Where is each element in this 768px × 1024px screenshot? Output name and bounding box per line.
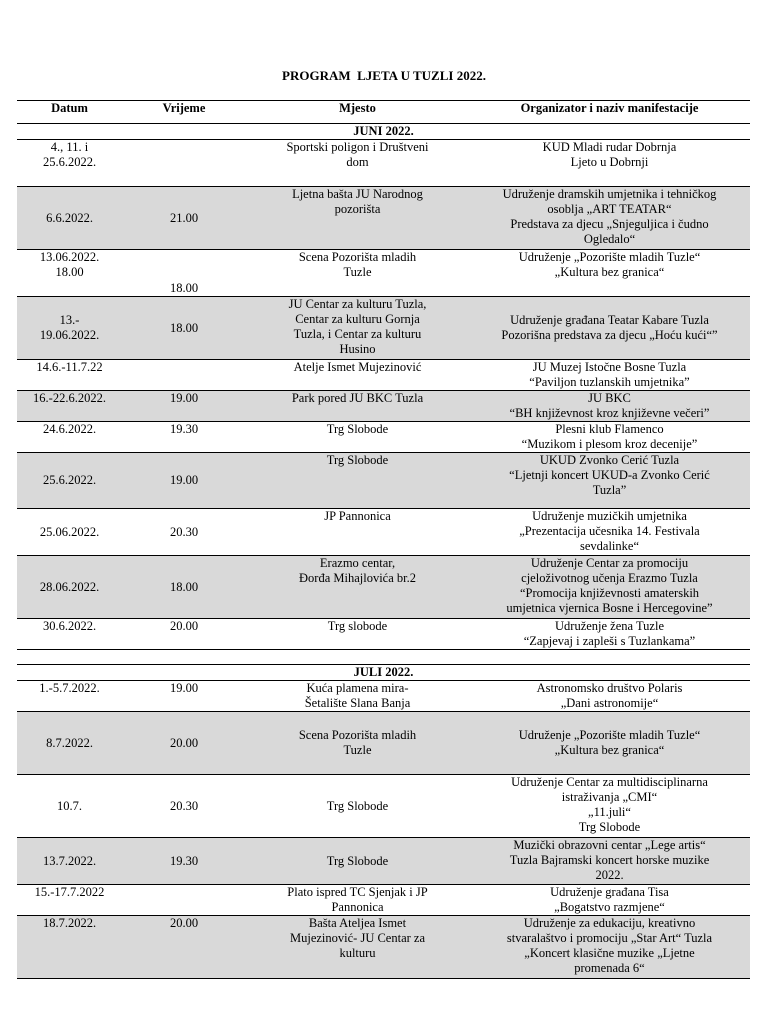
cell-vrijeme [122,619,246,650]
cell-organizator [469,187,750,250]
cell-line: 19.00 [169,473,199,487]
cell-line: 13.- [59,313,80,327]
cell-organizator [469,250,750,297]
cell-line: 19.00 [169,681,199,695]
cell-mjesto [246,453,469,509]
document-title: PROGRAM LJETA U TUZLI 2022. [282,68,486,83]
table-row [17,712,750,775]
cell-datum [17,916,122,979]
cell-line: “Promocija književnosti amaterskih [519,586,700,600]
cell-line: „Dani astronomije“ [560,696,659,710]
cell-line: Udruženje Centar za multidisciplinarna [511,775,708,789]
table-row [17,838,750,885]
cell-line: 18.00 [169,281,199,295]
cell-mjesto [246,250,469,297]
cell-line: 13.06.2022. [39,250,100,264]
cell-line: Kuća plamena mira- [306,681,409,695]
cell-datum [17,775,122,838]
cell-vrijeme [122,556,246,619]
cell-organizator [469,453,750,509]
cell-line: 15.-17.7.2022 [34,885,105,899]
cell-line: Pozorišna predstava za djecu „Hoću kući“” [501,328,718,342]
cell-mjesto [246,712,469,775]
cell-line: 25.6.2022. [42,473,97,487]
table-row [17,509,750,556]
cell-mjesto [246,297,469,360]
cell-line: “Paviljon tuzlanskih umjetnika” [529,375,690,389]
cell-organizator [469,556,750,619]
cell-line: Astronomsko društvo Polaris [536,681,683,695]
cell-organizator [469,391,750,422]
cell-mjesto [246,619,469,650]
cell-line: Udruženje Centar za promociju [530,556,689,570]
cell-line: dom [346,155,369,169]
cell-line: UKUD Zvonko Cerić Tuzla [539,453,680,467]
cell-vrijeme [122,885,246,916]
cell-line: osoblja „ART TEATAR“ [547,202,672,216]
cell-organizator [469,140,750,187]
cell-organizator [469,619,750,650]
cell-line: Atelje Ismet Mujezinović [293,360,422,374]
table-row [17,391,750,422]
table-body [17,124,750,979]
cell-line: stvaralaštvo i promociju „Star Art“ Tuzla [506,931,713,945]
cell-vrijeme [122,422,246,453]
cell-organizator [469,885,750,916]
cell-line: 1.-5.7.2022. [39,681,100,695]
cell-line: „Kultura bez granica“ [554,265,665,279]
cell-line: sevdalinke“ [579,539,639,553]
cell-mjesto [246,775,469,838]
cell-line: 20.00 [169,735,199,750]
cell-line: 2022. [595,868,624,882]
cell-line: 19.30 [169,853,199,868]
cell-line: 20.00 [169,916,199,930]
table-row [17,422,750,453]
cell-line: Mujezinović- JU Centar za [289,931,426,945]
table-row [17,187,750,250]
table-row [17,885,750,916]
month-heading-row [17,124,750,140]
section-spacer [17,650,750,665]
cell-line: „11.juli“ [588,805,631,819]
cell-datum [17,509,122,556]
cell-line: Erazmo centar, [319,556,396,570]
table-row [17,360,750,391]
cell-line: Ljetna bašta JU Narodnog [292,187,423,201]
cell-line: Tuzle [343,265,372,279]
cell-line: istraživanja „CMI“ [561,790,658,804]
cell-mjesto [246,391,469,422]
cell-line: 8.7.2022. [46,735,93,750]
cell-line: Tuzla, i Centar za kulturu [293,327,422,341]
cell-line: promenada 6“ [574,961,645,975]
header-mjesto: Mjesto [246,101,469,124]
cell-line: 18.00 [169,579,199,594]
cell-line: 19.06.2022. [39,328,100,342]
cell-line: kulturu [339,946,376,960]
cell-line: Trg Slobode [326,453,389,467]
cell-line: Scena Pozorišta mladih [298,728,417,742]
cell-vrijeme [122,391,246,422]
cell-line: Trg Slobode [326,422,389,436]
cell-organizator [469,775,750,838]
cell-vrijeme [122,297,246,360]
cell-line: 16.-22.6.2022. [33,391,106,405]
cell-line: Husino [339,342,376,356]
cell-line: Udruženje za edukaciju, kreativno [523,916,696,930]
cell-line: KUD Mladi rudar Dobrnja [542,140,677,154]
cell-line: 25.06.2022. [39,524,100,539]
cell-vrijeme [122,838,246,885]
cell-datum [17,712,122,775]
cell-vrijeme [122,250,246,297]
cell-line: Plesni klub Flamenco [555,422,664,436]
cell-line: Trg Slobode [326,853,389,868]
cell-mjesto [246,556,469,619]
table-row [17,619,750,650]
cell-datum [17,187,122,250]
table-row [17,556,750,619]
cell-line: „Bogatstvo razmjene“ [554,900,665,914]
table-row [17,453,750,509]
cell-vrijeme [122,140,246,187]
cell-line: 20.30 [169,524,199,539]
cell-datum [17,391,122,422]
cell-line: 18.00 [169,320,199,335]
cell-datum [17,556,122,619]
cell-line: 24.6.2022. [42,422,97,436]
cell-line: 4., 11. i [50,140,89,154]
cell-line: 28.06.2022. [39,579,100,594]
cell-line: Ogledalo“ [583,232,636,246]
cell-line: Ljeto u Dobrnji [570,155,649,169]
cell-datum [17,838,122,885]
cell-line: Udruženje dramskih umjetnika i tehničkog [502,187,717,201]
cell-vrijeme [122,187,246,250]
cell-vrijeme [122,681,246,712]
cell-mjesto [246,360,469,391]
cell-datum [17,250,122,297]
cell-line: 6.6.2022. [46,210,93,225]
cell-line: 20.00 [169,619,199,633]
cell-line: umjetnica vjernica Bosne i Hercegovine” [506,601,713,615]
cell-line: Predstava za djecu „Snjeguljica i čudno [510,217,709,231]
cell-mjesto [246,140,469,187]
cell-line: Tuzla” [592,483,627,497]
cell-mjesto [246,681,469,712]
cell-line: 18.7.2022. [42,916,97,930]
cell-vrijeme [122,509,246,556]
table-row [17,250,750,297]
cell-line: 30.6.2022. [42,619,97,633]
cell-organizator [469,297,750,360]
cell-line: Park pored JU BKC Tuzla [291,391,424,405]
cell-line: Pannonica [331,900,384,914]
cell-organizator [469,509,750,556]
header-datum: Datum [17,101,122,124]
table-row [17,916,750,979]
cell-line: Udruženje muzičkih umjetnika [532,509,687,523]
cell-line: Udruženje građana Teatar Kabare Tuzla [510,313,709,327]
cell-mjesto [246,422,469,453]
header-vrijeme: Vrijeme [122,101,246,124]
table-header [17,101,750,124]
cell-line: 25.6.2022. [42,155,97,169]
cell-line: 18.00 [55,265,84,279]
cell-datum [17,453,122,509]
cell-line: Sportski poligon i Društveni [286,140,429,154]
cell-line: 20.30 [169,798,199,813]
cell-organizator [469,838,750,885]
table-row [17,297,750,360]
cell-mjesto [246,885,469,916]
month-heading: JUNI 2022. [17,124,750,140]
cell-line: “Muzikom i plesom kroz decenije” [521,437,698,451]
cell-line: JU Muzej Istočne Bosne Tuzla [532,360,687,374]
cell-line: Trg slobode [327,619,388,633]
cell-line: Tuzla Bajramski koncert horske muzike [509,853,710,867]
cell-mjesto [246,509,469,556]
month-heading: JULI 2022. [17,665,750,681]
cell-line: Bašta Ateljea Ismet [308,916,407,930]
cell-line: Centar za kulturu Gornja [295,312,420,326]
cell-line: “BH književnost kroz književne večeri” [509,406,710,420]
cell-line: 10.7. [57,798,82,813]
cell-line: 13.7.2022. [42,853,97,868]
cell-vrijeme [122,453,246,509]
cell-line: 14.6.-11.7.22 [36,360,103,374]
cell-line: “Ljetnji koncert UKUD-a Zvonko Cerić [509,468,710,482]
cell-organizator [469,712,750,775]
cell-datum [17,885,122,916]
cell-vrijeme [122,775,246,838]
cell-organizator [469,681,750,712]
cell-vrijeme [122,712,246,775]
cell-line: Udruženje „Pozorište mladih Tuzle“ [518,250,701,264]
cell-organizator [469,916,750,979]
cell-organizator [469,360,750,391]
cell-mjesto [246,916,469,979]
cell-vrijeme [122,916,246,979]
cell-organizator [469,422,750,453]
cell-datum [17,681,122,712]
cell-line: Muzički obrazovni centar „Lege artis“ [513,838,706,852]
cell-line: 21.00 [169,210,199,225]
cell-datum [17,422,122,453]
cell-line: Udruženje žena Tuzle [555,619,664,633]
cell-line: 19.00 [169,391,199,405]
cell-line: 19.30 [169,422,199,436]
cell-line: Udruženje građana Tisa [550,885,669,899]
cell-datum [17,297,122,360]
cell-vrijeme [122,360,246,391]
cell-line: JU Centar za kulturu Tuzla, [288,297,427,311]
cell-line: “Zapjevaj i zapleši s Tuzlankama” [523,634,696,648]
cell-line: Đorđa Mihajlovića br.2 [299,571,416,585]
program-table [17,100,750,979]
cell-line: cjeloživotnog učenja Erazmo Tuzla [521,571,698,585]
cell-datum [17,619,122,650]
cell-mjesto [246,187,469,250]
table-row [17,775,750,838]
cell-line: Tuzle [343,743,372,757]
cell-line: JU BKC [588,391,631,405]
table-row [17,681,750,712]
cell-line: „Kultura bez granica“ [554,743,665,757]
cell-datum [17,140,122,187]
cell-line: pozorišta [334,202,381,216]
month-heading-row [17,665,750,681]
cell-line: Trg Slobode [578,820,641,834]
cell-line: JP Pannonica [324,509,391,523]
table-row [17,140,750,187]
header-organizator: Organizator i naziv manifestacije [469,101,750,124]
cell-line: Plato ispred TC Sjenjak i JP [287,885,428,899]
cell-line: „Prezentacija učesnika 14. Festivala [519,524,700,538]
cell-line: Scena Pozorišta mladih [298,250,417,264]
cell-line: Trg Slobode [326,798,389,813]
cell-mjesto [246,838,469,885]
cell-line: Šetalište Slana Banja [304,696,411,710]
cell-line: „Koncert klasične muzike „Ljetne [524,946,695,960]
cell-line: Udruženje „Pozorište mladih Tuzle“ [518,728,701,742]
cell-datum [17,360,122,391]
